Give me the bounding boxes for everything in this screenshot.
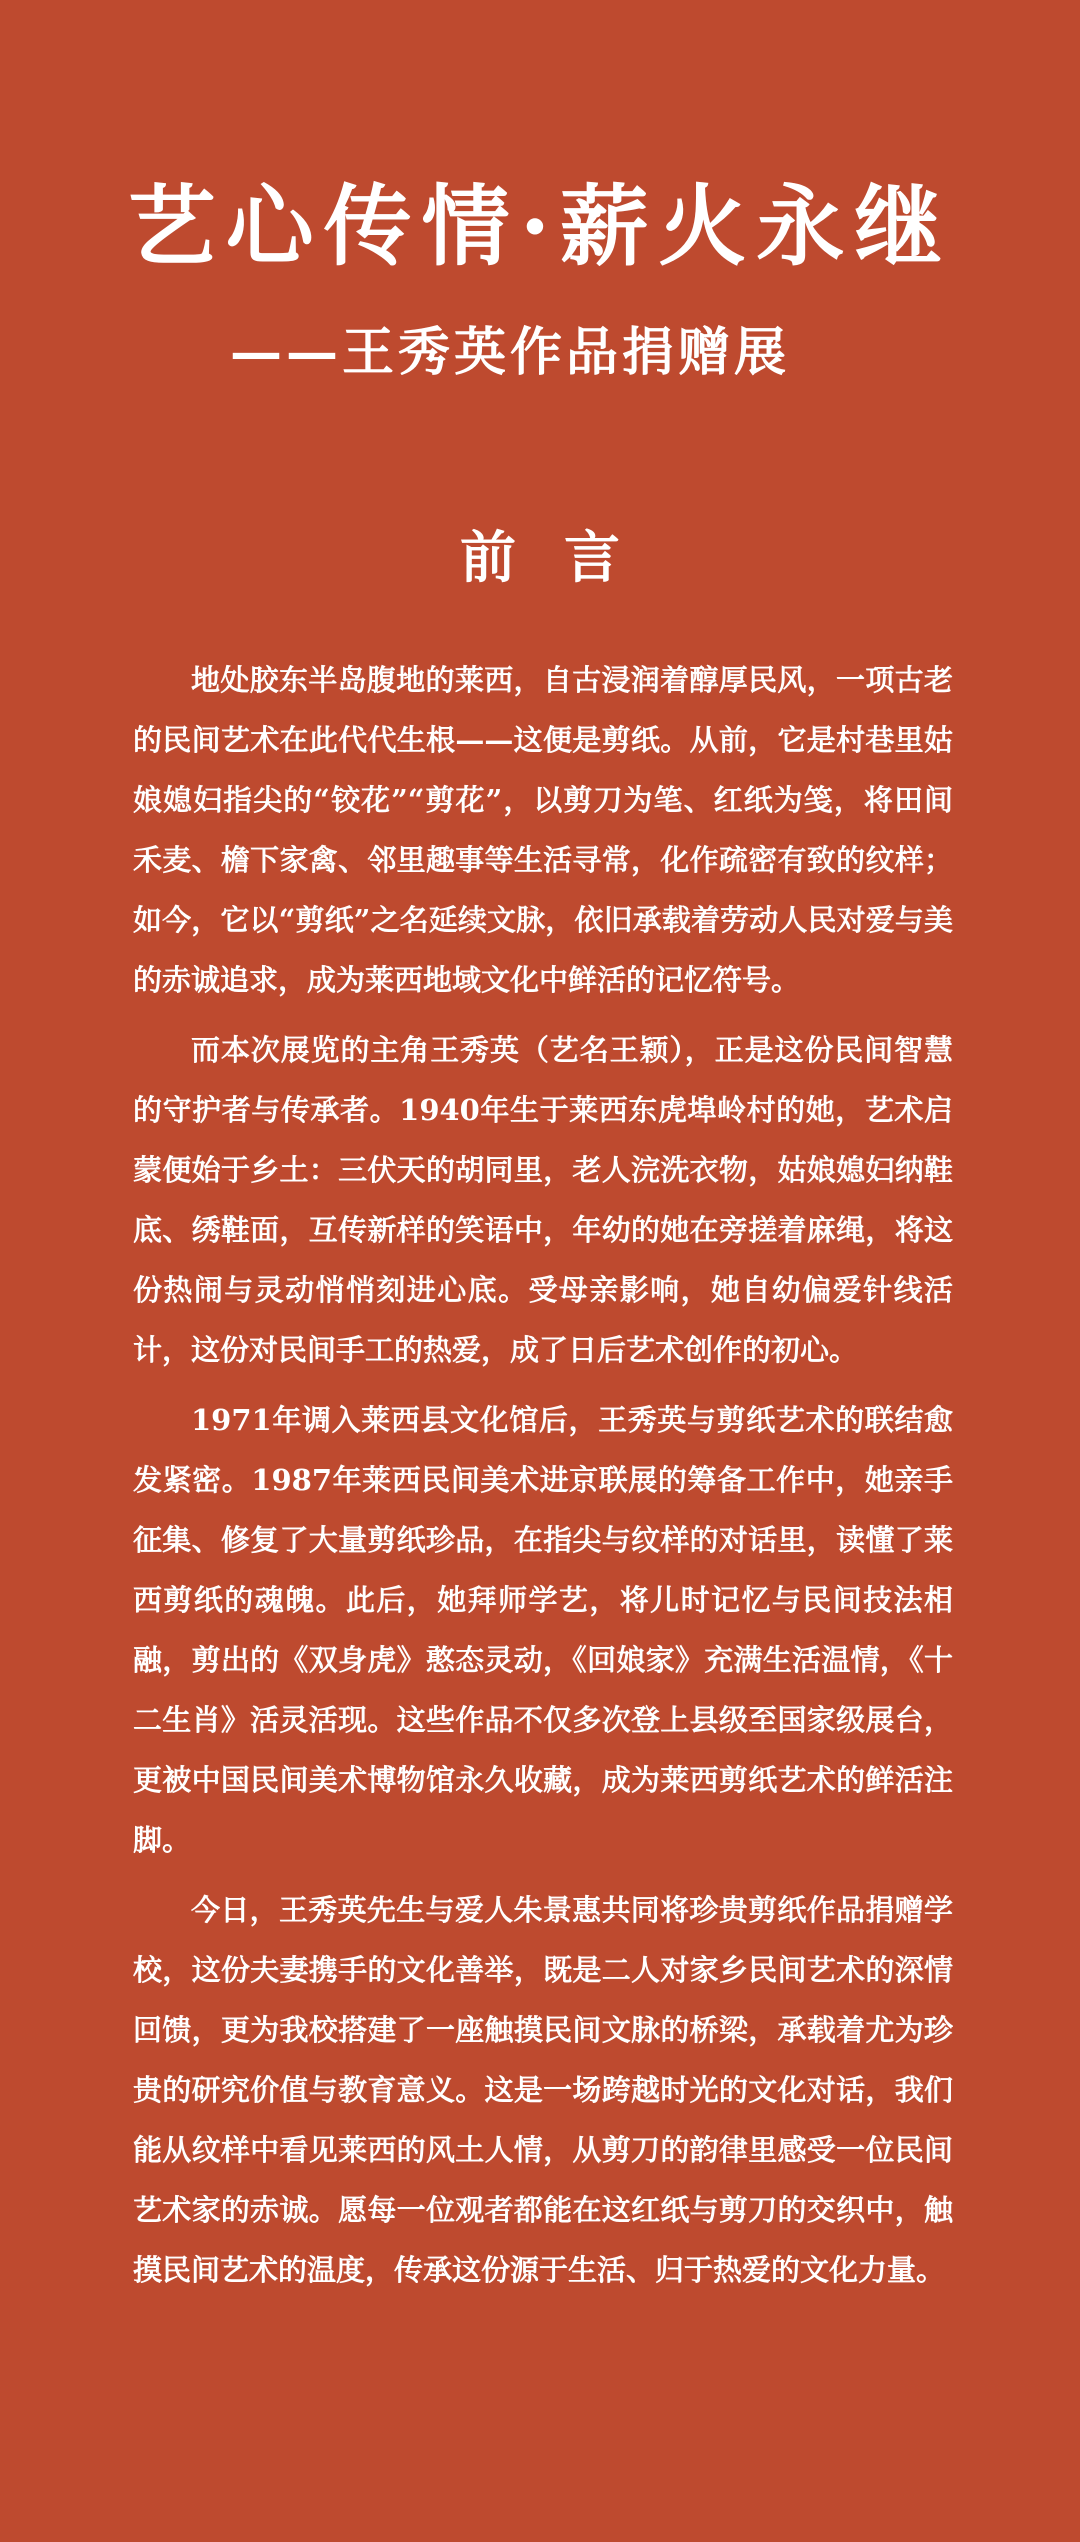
preface-paragraph-4: 今日，王秀英先生与爱人朱景惠共同将珍贵剪纸作品捐赠学校，这份夫妻携手的文化善举，既是二人对家乡民间艺术的深情回馈，更为我校搭建了一座触摸民间文脉的桥梁，承载着尤为珍贵的研究价值与教育意义。这是一场跨越时光的文化对话，我们能从纹样中看见莱西的风土人情，从剪刀的韵律里感受一位民间艺术家的赤诚。愿每一位观者都能在这红纸与剪刀的交织中，触摸民间艺术的温度，传承这份源于生活、归于热爱的文化力量。 (133, 1893, 953, 2287)
preface-body (133, 650, 953, 2310)
exhibition-title: 艺心传情·薪火永继 (127, 174, 953, 278)
exhibition-subtitle-text: ——王秀英作品捐赠展 (229, 322, 790, 383)
preface-paragraph-3: 1971年调入莱西县文化馆后，王秀英与剪纸艺术的联结愈发紧密。1987年莱西民间美术进京联展的筹备工作中，她亲手征集、修复了大量剪纸珍品，在指尖与纹样的对话里，读懂了莱西剪纸的魂魄。此后，她拜师学艺，将儿时记忆与民间技法相融，剪出的《双身虎》憨态灵动，《回娘家》充满生活温情，《十二生肖》活灵活现。这些作品不仅多次登上县级至国家级展台，更被中国民间美术博物馆永久收藏，成为莱西剪纸艺术的鲜活注脚。 (133, 1403, 953, 1857)
preface-paragraph-2: 而本次展览的主角王秀英（艺名王颖），正是这份民间智慧的守护者与传承者。1940年生于莱西东虎埠岭村的她，艺术启蒙便始于乡土：三伏天的胡同里，老人浣洗衣物，姑娘媳妇纳鞋底、绣鞋面，互传新样的笑语中，年幼的她在旁搓着麻绳，将这份热闹与灵动悄悄刻进心底。受母亲影响，她自幼偏爱针线活计，这份对民间手工的热爱，成了日后艺术创作的初心。 (133, 1033, 953, 1367)
preface-paragraph-1: 地处胶东半岛腹地的莱西，自古浸润着醇厚民风，一项古老的民间艺术在此代代生根——这便是剪纸。从前，它是村巷里姑娘媳妇指尖的“铰花”“剪花”，以剪刀为笔、红纸为笺，将田间禾麦、檐下家禽、邻里趣事等生活寻常，化作疏密有致的纹样；如今，它以“剪纸”之名延续文脉，依旧承载着劳动人民对爱与美的赤诚追求，成为莱西地域文化中鲜活的记忆符号。 (133, 663, 953, 997)
preface-heading (0, 522, 1080, 594)
exhibition-subtitle (0, 318, 1080, 388)
preface-heading-text: 前言 (460, 525, 668, 591)
